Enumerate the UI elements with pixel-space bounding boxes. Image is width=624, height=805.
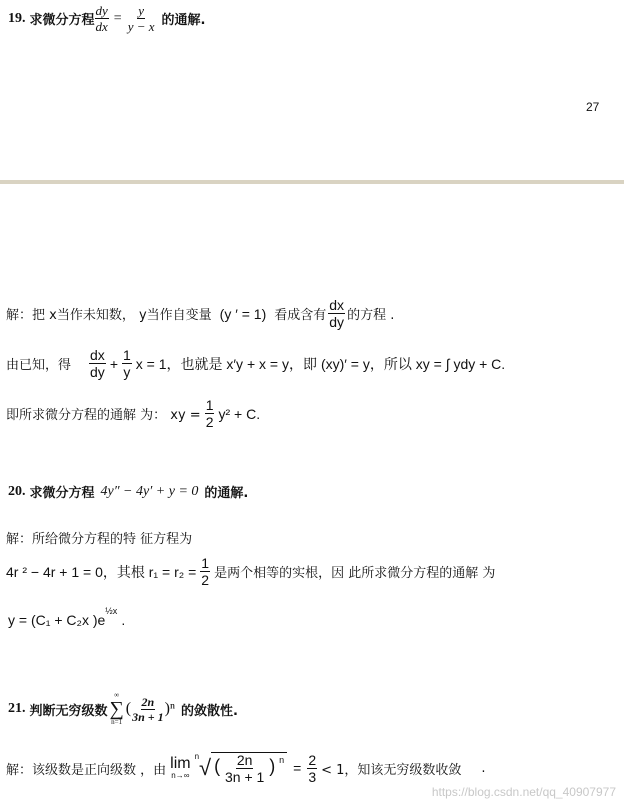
question-text: 判断无穷级数 (29, 703, 108, 719)
fraction-rhs: $\frac{y}{y - x}$ (127, 3, 155, 34)
summation: ∞ ∑ n=1 (109, 691, 124, 726)
math-expression: 4y″ − 4y′ + y = 0 (100, 483, 199, 499)
math-expression: . (121, 612, 126, 628)
solution-19-line-2 (6, 348, 505, 379)
fraction-dy-dx: $\frac{dy}{dx}$ (95, 3, 108, 34)
question-21: 21. 判断无穷级数 ∞ ∑ n=1 ( $\frac{2n}{3n + 1}$ )ⁿ 的敛散性. (8, 691, 238, 726)
solution-text: 的方程 . (347, 308, 395, 323)
question-number: 19. (8, 10, 26, 26)
watermark: https://blog.csdn.net/qq_40907977 (431, 785, 616, 799)
question-text: 求微分方程 (29, 486, 95, 501)
fraction-1-y: $\frac{1}{y}$ (123, 347, 131, 380)
exponent: ½x (105, 606, 118, 616)
fraction-dx-dy: $\frac{dx}{dy}$ (90, 347, 105, 380)
limit: lim n→∞ (170, 755, 191, 780)
solution-text: < 1，知该无穷级数收敛 (321, 762, 462, 778)
solution-20-line-2 (6, 556, 495, 587)
solution-21-line-1 (6, 752, 486, 784)
math-expression: x = 1，也就是 x′y + x = y，即 (135, 355, 317, 372)
math-expression: y = (C₁ + C₂x )e (8, 612, 106, 628)
plus-sign: + (109, 355, 118, 372)
fraction-one-half: $\frac{1}{2}$ (201, 555, 210, 588)
root-index: n (194, 751, 200, 761)
solution-text: 解：该级数是正向级数 ，由 (6, 762, 167, 778)
solution-text: 看成含有 (274, 308, 327, 323)
equals-sign: = (293, 760, 302, 776)
question-20 (8, 482, 248, 501)
question-number: 21. (8, 701, 26, 716)
question-19 (8, 4, 205, 33)
math-expression: (y ′ = 1) (219, 305, 267, 322)
radical-sign: √ (199, 755, 212, 780)
solution-text: 由已知，得 (6, 358, 72, 373)
question-text-end: 的通解. (161, 13, 206, 28)
fraction-one-half: $\frac{1}{2}$ (205, 397, 214, 430)
solution-text: . (481, 760, 486, 776)
question-text-end: 的通解. (204, 486, 249, 501)
solution-19-line-1 (6, 298, 394, 329)
math-expression: 4r ² − 4r + 1 = 0，其根 r₁ = r₂ = (6, 563, 197, 580)
equals-sign: = (113, 10, 122, 26)
solution-20-line-3 (8, 606, 126, 628)
solution-19-line-3 (6, 398, 260, 429)
fraction-2n-3n1: $\frac{2n}{3n + 1}$ (132, 694, 164, 724)
fraction-2n-3n1: $\frac{2n}{3n + 1}$ (225, 752, 265, 785)
radicand: ( $\frac{2n}{3n + 1}$ ) $^n$ (211, 752, 287, 784)
solution-text: 即所求微分方程的通解 为： xy = (6, 408, 201, 423)
fraction-two-thirds: $\frac{2}{3}$ (308, 751, 317, 785)
solution-text: 是两个相等的实根，因 此所求微分方程的通解 为 (214, 566, 496, 581)
math-expression: y² + C. (218, 405, 261, 422)
math-expression: (xy)′ = y，所以 xy = ∫ ydy + C. (320, 355, 506, 372)
page-number: 27 (586, 100, 600, 114)
question-text-end: 的敛散性. (181, 703, 238, 719)
question-number: 20. (8, 483, 26, 499)
solution-text: 解：把 x当作未知数， y当作自变量 (6, 308, 212, 323)
fraction-dx-dy: $\frac{dx}{dy}$ (329, 297, 345, 330)
page-divider (0, 180, 624, 184)
question-text: 求微分方程 (29, 13, 95, 28)
solution-20-line-1: 解：所给微分方程的特 征方程为 (6, 532, 193, 547)
